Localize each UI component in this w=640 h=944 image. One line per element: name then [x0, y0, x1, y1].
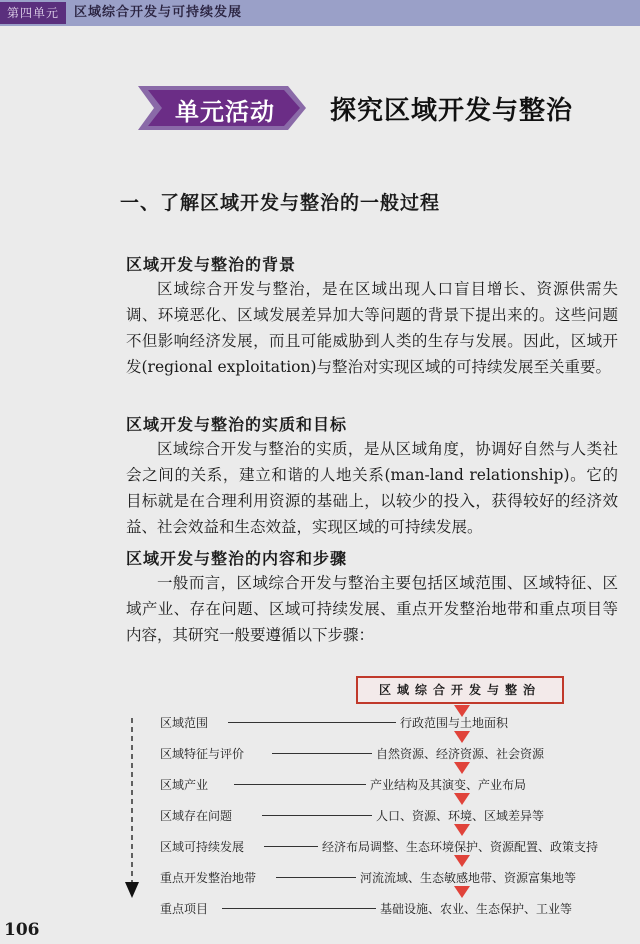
step-label: 重点开发整治地带: [160, 871, 257, 885]
connector-line: [276, 877, 356, 878]
step-detail: 人口、资源、环境、区域差异等: [376, 809, 545, 823]
unit-tab: 第四单元: [0, 2, 66, 24]
heading-background: 区域开发与整治的背景: [126, 255, 297, 274]
step-label: 重点项目: [160, 902, 209, 916]
red-arrow-icon: [454, 762, 470, 774]
unit-activity-banner: [138, 84, 308, 132]
connector-line: [264, 846, 318, 847]
red-arrow-icon: [454, 855, 470, 867]
paragraph-content-steps: 一般而言，区域综合开发与整治主要包括区域范围、区域特征、区域产业、存在问题、区域可持续发展、重点开发整治地带和重点项目等内容，其研究一般要遵循以下步骤：: [126, 574, 618, 644]
paragraph-background: 区域综合开发与整治，是在区域出现人口盲目增长、资源供需失调、环境恶化、区域发展差异加大等问题的背景下提出来的。这些问题不但影响经济发展，而且可能威胁到人类的生存与发展。因此，区域开发(regional exploitation)与整治对实现区域的可持续发展至关重要。: [126, 280, 618, 376]
connector-line: [228, 722, 396, 723]
step-label: 区域存在问题: [160, 809, 233, 823]
chapter-title: 区域综合开发与可持续发展: [74, 5, 243, 20]
page-header: [0, 0, 640, 26]
red-arrow-icon: [454, 731, 470, 743]
step-label: 区域产业: [160, 778, 209, 792]
section-title: 一、了解区域开发与整治的一般过程: [120, 192, 441, 214]
step-label: 区域可持续发展: [160, 840, 245, 854]
banner-label: 单元活动: [175, 98, 275, 126]
step-label: 区域特征与评价: [160, 747, 245, 761]
step-detail: 基础设施、农业、生态保护、工业等: [380, 902, 573, 916]
red-arrow-icon: [454, 793, 470, 805]
flow-title-box: 区域综合开发与整治: [356, 676, 564, 704]
step-detail: 河流流域、生态敏感地带、资源富集地等: [360, 871, 577, 885]
step-label: 区域范围: [160, 716, 209, 730]
flow-dashed-arrow: [124, 718, 140, 900]
heading-essence-goal: 区域开发与整治的实质和目标: [126, 415, 348, 434]
red-arrow-icon: [454, 886, 470, 898]
connector-line: [272, 753, 372, 754]
step-detail: 产业结构及其演变、产业布局: [370, 778, 527, 792]
step-detail: 行政范围与土地面积: [400, 716, 509, 730]
paragraph-essence-goal: 区域综合开发与整治的实质，是从区域角度，协调好自然与人类社会之间的关系，建立和谐的人地关系(man-land relationship)。它的目标就是在合理利用资源的基础上，以较少的投入，获得较好的经济效益、社会效益和生态效益，实现区域的可持续发展。: [126, 440, 618, 536]
activity-title: 探究区域开发与整治: [330, 96, 574, 126]
step-detail: 经济布局调整、生态环境保护、资源配置、政策支持: [322, 840, 599, 854]
page-number: 106: [4, 920, 40, 940]
connector-line: [234, 784, 366, 785]
connector-line: [222, 908, 376, 909]
heading-content-steps: 区域开发与整治的内容和步骤: [126, 549, 348, 568]
step-detail: 自然资源、经济资源、社会资源: [376, 747, 545, 761]
connector-line: [262, 815, 372, 816]
red-arrow-icon: [454, 824, 470, 836]
